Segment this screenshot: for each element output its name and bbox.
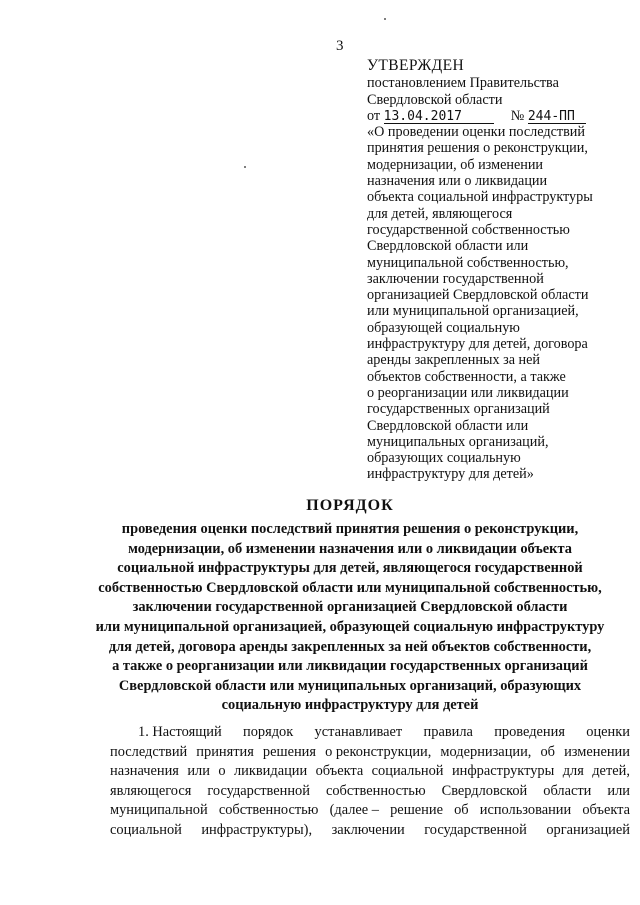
body-line <box>110 762 630 782</box>
body-word: об <box>454 802 469 819</box>
body-word: решения <box>262 743 316 760</box>
approval-subject-line: Свердловской области или <box>367 238 529 255</box>
heading-line: проведения оценки последствий принятия решения о реконструкции, <box>121 521 579 537</box>
body-word: детей, <box>592 763 630 780</box>
approval-subject <box>367 124 629 483</box>
approval-subject-line: муниципальной собственностью, <box>367 254 569 271</box>
body-word: государственной <box>207 782 310 799</box>
body-line <box>110 821 630 841</box>
body-word: устанавливает <box>314 724 403 740</box>
body-line <box>110 801 630 821</box>
body-line <box>110 743 630 763</box>
body-word: проведения <box>494 724 565 740</box>
approval-line-1: постановлением Правительства <box>367 75 559 92</box>
approval-date: 13.04.2017 <box>384 110 494 124</box>
body-word: о реконструкции, <box>325 743 432 760</box>
body-word: социальной <box>371 763 444 780</box>
body-line <box>110 782 630 802</box>
heading-line: социальной инфраструктуры для детей, являющегося государственной <box>117 560 583 577</box>
approval-subject-line: объектов собственности, а также <box>367 368 566 385</box>
date-prefix: от <box>367 107 381 124</box>
body-word: объекта <box>582 802 630 819</box>
body-word: ликвидации <box>234 763 308 780</box>
approval-subject-line: заключении государственной <box>367 270 544 287</box>
scan-speck <box>384 18 386 20</box>
body-word: муниципальной <box>110 802 208 819</box>
heading-line: модернизации, об изменении назначения или о ликвидации объекта <box>128 540 572 557</box>
approval-subject-line: государственной собственностью <box>367 221 570 238</box>
heading-line: Свердловской области или муниципальных организаций, образующих <box>118 677 582 694</box>
body-word: для <box>562 763 584 780</box>
body-word: (далее – <box>329 802 379 819</box>
body-word: модернизации, <box>440 743 532 760</box>
page-number: 3 <box>336 38 344 54</box>
document-subtitle <box>60 520 640 716</box>
body-word: собственностью <box>325 782 426 799</box>
document-title: ПОРЯДОК <box>306 497 394 514</box>
approval-subject-line: принятия решения о реконструкции, <box>367 140 588 157</box>
heading-line: заключении государственной организацией Свердловской области <box>132 599 568 616</box>
approval-subject-line: о реорганизации или ликвидации <box>367 384 569 401</box>
approval-subject-line: государственных организаций <box>367 401 550 418</box>
approval-subject-line: образующих социальную <box>367 450 521 467</box>
body-word: принятия <box>196 743 254 760</box>
body-word: являющегося <box>110 782 192 799</box>
number-prefix: № <box>510 107 525 124</box>
heading-line: для детей, договора аренды закрепленных за ней объектов собственности, <box>108 638 592 655</box>
approval-subject-line: или муниципальной организацией, <box>367 303 579 320</box>
approval-subject-line: Свердловской области или <box>367 417 529 434</box>
body-word: об <box>540 743 555 760</box>
heading-line: социальную инфраструктуру для детей <box>221 697 479 714</box>
body-text <box>110 723 630 841</box>
heading-line: собственностью Свердловской области или муниципальной собственностью, <box>98 579 602 596</box>
body-word: инфраструктуры), <box>201 821 313 838</box>
body-word: о <box>218 763 226 780</box>
approval-subject-line: объекта социальной инфраструктуры <box>367 189 593 206</box>
body-line <box>110 723 630 743</box>
body-word: правила <box>423 724 473 740</box>
approval-title: УТВЕРЖДЕН <box>367 57 465 74</box>
approval-subject-line: «О проведении оценки последствий <box>367 124 585 141</box>
body-word: Свердловской <box>441 782 528 799</box>
approval-subject-line: назначения или о ликвидации <box>367 173 548 190</box>
body-word: инфраструктуры <box>451 763 555 780</box>
approval-number: 244-ПП <box>528 110 586 124</box>
body-word: собственностью <box>218 802 319 819</box>
body-word: или <box>607 782 630 799</box>
body-word: назначения <box>110 763 179 780</box>
approval-line-2: Свердловской области <box>367 91 503 108</box>
document-heading <box>60 497 640 716</box>
body-word: области <box>543 782 592 799</box>
body-word: социальной <box>110 821 182 838</box>
scan-speck <box>244 166 246 168</box>
body-word: объекта <box>315 763 364 780</box>
body-word: или <box>187 763 210 780</box>
body-word: организацией <box>546 821 630 838</box>
body-word: использовании <box>479 802 572 819</box>
approval-subject-line: аренды закрепленных за ней <box>367 352 541 369</box>
heading-line: или муниципальной организацией, образующей социальную инфраструктуру <box>95 618 605 635</box>
approval-subject-line: инфраструктуру для детей» <box>367 466 534 483</box>
body-word: заключении <box>331 821 405 838</box>
approval-subject-line: организацией Свердловской области <box>367 287 589 304</box>
approval-block <box>367 58 629 483</box>
body-word: решение <box>390 802 443 819</box>
approval-subject-line: модернизации, об изменении <box>367 156 544 173</box>
body-word: изменении <box>564 743 630 760</box>
body-word: оценки <box>586 724 630 740</box>
approval-date-line <box>367 108 629 124</box>
body-word: 1. Настоящий <box>138 724 222 740</box>
body-word: порядок <box>243 724 294 740</box>
approval-subject-line: муниципальных организаций, <box>367 433 549 450</box>
approval-subject-line: для детей, являющегося <box>367 205 513 222</box>
heading-line: а также о реорганизации или ликвидации государственных организаций <box>112 658 588 675</box>
body-word: государственной <box>424 821 527 838</box>
approval-subject-line: образующей социальную <box>367 319 520 336</box>
approval-subject-line: инфраструктуру для детей, договора <box>367 336 588 353</box>
body-word: последствий <box>110 743 188 760</box>
